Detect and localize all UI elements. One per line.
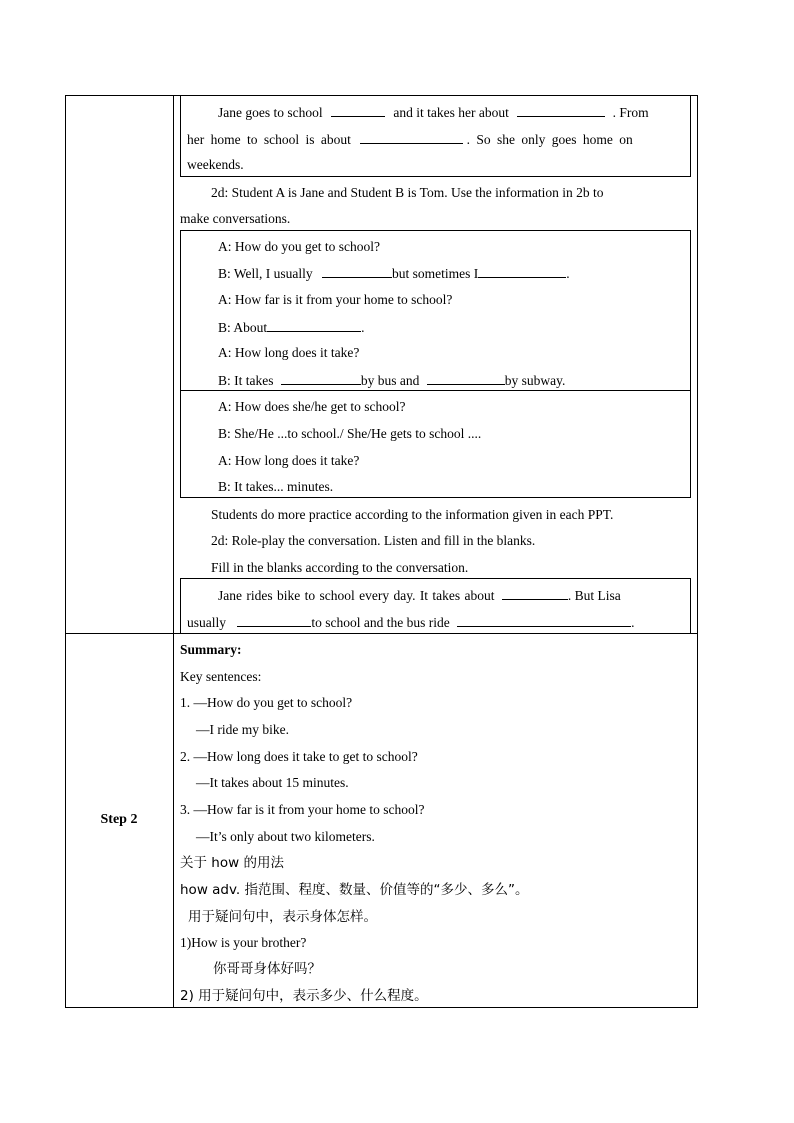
fill-instruction: Fill in the blanks according to the conversation.: [211, 560, 469, 575]
dialog-line: B: It takes by bus and by subway.: [218, 373, 566, 388]
dialog-line: A: How long does it take?: [218, 453, 360, 468]
dialog-line: B: She/He ...to school./ She/He gets to school ....: [218, 426, 482, 441]
blank[interactable]: [478, 265, 566, 278]
usage-2: 2) 用于疑问句中，表示多少、什么程度。: [180, 988, 428, 1004]
key-sentence: —I ride my bike.: [196, 722, 289, 737]
dialog-line: A: How long does it take?: [218, 345, 360, 360]
dialog-line: A: How do you get to school?: [218, 239, 380, 254]
dialog-line: A: How does she/he get to school?: [218, 399, 406, 414]
lisa-passage-line-1: Jane rides bike to school every day. It takes about . But Lisa: [218, 588, 621, 603]
step-label: Step 2: [100, 812, 138, 827]
key-sentence: 1. —How do you get to school?: [180, 695, 353, 710]
key-sentence: 2. —How long does it take to get to school?: [180, 749, 418, 764]
lisa-passage-line-2: usually to school and the bus ride .: [187, 615, 635, 630]
task-2d-instruction-cont: make conversations.: [180, 211, 291, 226]
blank[interactable]: [237, 614, 311, 627]
key-sentences-label: Key sentences:: [180, 669, 262, 684]
practice-instruction: Students do more practice according to the information given in each PPT.: [211, 507, 614, 522]
how-usage-title: 关于 how 的用法: [180, 855, 284, 871]
blank[interactable]: [267, 319, 361, 332]
blank[interactable]: [331, 104, 385, 117]
task-2d-instruction: 2d: Student A is Jane and Student B is Tom. Use the information in 2b to: [211, 185, 604, 200]
summary-heading: Summary:: [180, 642, 242, 657]
usage-1: 用于疑问句中，表示身体怎样。: [188, 909, 377, 925]
column-divider: [173, 95, 174, 1008]
dialog-line: A: How far is it from your home to school?: [218, 292, 453, 307]
key-sentence: —It takes about 15 minutes.: [196, 775, 349, 790]
blank[interactable]: [517, 104, 605, 117]
blank[interactable]: [360, 131, 463, 144]
blank[interactable]: [427, 372, 505, 385]
blank[interactable]: [322, 265, 392, 278]
key-sentence: —It’s only about two kilometers.: [196, 829, 375, 844]
dialog-line: B: Well, I usually but sometimes I .: [218, 266, 570, 281]
blank[interactable]: [502, 587, 568, 600]
key-sentence: 3. —How far is it from your home to school?: [180, 802, 425, 817]
jane-passage-line-2: her home to school is about . So she only goes home on: [187, 132, 633, 147]
blank[interactable]: [281, 372, 361, 385]
how-definition: how adv. 指范围、程度、数量、价值等的“多少、多么”。: [180, 882, 529, 898]
jane-passage-line-3: weekends.: [187, 157, 244, 172]
task-2d-roleplay: 2d: Role-play the conversation. Listen and fill in the blanks.: [211, 533, 536, 548]
blank[interactable]: [457, 614, 631, 627]
example-1: 1)How is your brother?: [180, 935, 307, 950]
example-1-translation: 你哥哥身体好吗？: [213, 961, 321, 977]
dialog-line: B: It takes... minutes.: [218, 479, 334, 494]
jane-passage-line-1: Jane goes to school and it takes her about . From: [218, 105, 649, 120]
dialog-line: B: About .: [218, 320, 365, 335]
